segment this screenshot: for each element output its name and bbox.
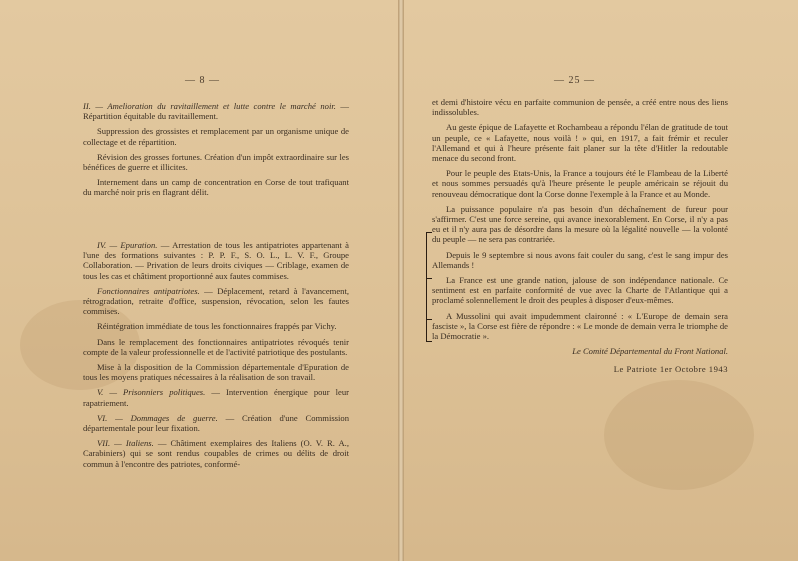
article-para-7: A Mussolini qui avait impudemment claironné : « L'Europe de demain sera fasciste », la Corse est fière de répondre : « Le monde de demain verra le triomphe de la Démocratie ».: [432, 310, 728, 342]
page-number-right: — 25 —: [554, 75, 595, 86]
left-page: [0, 0, 398, 561]
source-dateline: Le Patriote 1er Octobre 1943: [613, 364, 728, 375]
section-V-heading: V. — Prisonniers politiques.: [97, 387, 206, 398]
article-para-1: et demi d'histoire vécu en parfaite communion de pensée, a créé entre nous des liens indissolubles.: [432, 97, 728, 118]
section-II-heading: II. — Amelioration du ravitaillement et lutte contre le marché noir.: [83, 101, 336, 111]
section-V-text: — Intervention énergique pour leur rapatriement.: [83, 387, 349, 408]
section-II-para-2: Révision des grosses fortunes. Création d'un impôt extraordinaire sur les bénéfices de guerre et illicites.: [83, 151, 349, 173]
section-VII-heading: VII. — Italiens.: [97, 438, 154, 449]
section-VI-text: — Création d'une Commission départementale pour leur fixation.: [83, 412, 350, 434]
section-II-para-1: Suppression des grossistes et remplacement par un organisme unique de collectage et de répartition.: [83, 126, 349, 147]
section-epuration: [83, 240, 349, 474]
page-number-left: — 8 —: [185, 75, 220, 86]
section-IV-para-2: Dans le remplacement des fonctionnaires antipatriotes révoqués tenir compte de la valeur professionnelle et de l'activité patriotique des postulants.: [83, 336, 349, 357]
signature: Le Comité Départemental du Front National.: [572, 346, 728, 357]
article-para-4: La puissance populaire n'a pas besoin d'un déchaînement de fureur pour s'affirmer. C'est une force sereine, qui avance inexorablement. En Corse, il n'y a pas eu et il n'y aura pas de désordre dans la mesure où la légalité nouvelle — la volonté du peuple — ne sera pas contrariée.: [432, 203, 728, 245]
section-II-tail: — Répartition équitable du ravitaillement.: [83, 101, 349, 122]
right-page: [404, 0, 798, 561]
section-VII-text: — Châtiment exemplaires des Italiens (O. V. R. A., Carabiniers) qui se sont rendus coupables de crimes ou délits de droit commun à l'encontre des patriotes, conformé-: [83, 438, 349, 469]
fonctionnaires-heading: Fonctionnaires antipatriotes.: [97, 285, 200, 296]
section-IV-text: — Arrestation de tous les antipatriotes appartenant à l'une des formations suivantes : P. P. F., S. O. L., L. V. F., Groupe Collaboration. — Privation de leurs droits civiques — Criblage, examen de tous les cas et châtiment proportionné aux fautes commises.: [83, 240, 349, 281]
fonctionnaires-text: — Déplacement, retard à l'avancement, rétrogradation, retraite d'office, suspension, révocation, selon les fautes commises.: [83, 285, 349, 317]
article-para-2: Au geste épique de Lafayette et Rochambeau a répondu l'élan de gratitude de tout un peuple, ce « Lafayette, nous voilà ! » qui, en 1917, a fait frémir et reculer l'Allemand et qui à l'heure présente fait planer sur la tête d'Hitler la redoutable menace du second front.: [432, 122, 728, 164]
article-para-3: Pour le peuple des Etats-Unis, la France a toujours été le Flambeau de la Liberté et nous sommes persuadés qu'à l'heure présente le peuple américain se réjouit du renouveau démocratique dont la Corse donne l'exemple à la France et au Monde.: [432, 168, 728, 199]
section-VI-heading: VI. — Dommages de guerre.: [97, 412, 218, 423]
section-IV-para-1: Réintégration immédiate de tous les fonctionnaires frappés par Vichy.: [97, 321, 337, 332]
section-II-para-3: Internement dans un camp de concentration en Corse de tout trafiquant du marché noir pris en flagrant délit.: [83, 177, 349, 198]
section-IV-heading: IV. — Epuration.: [97, 240, 158, 250]
article-body: [432, 97, 728, 375]
section-IV-para-3: Mise à la disposition de la Commission départementale d'Epuration de tous les moyens pratiques nécessaires à la réalisation de son travail.: [83, 362, 349, 383]
paper-stain: [604, 380, 754, 490]
section-ravitaillement: [83, 101, 349, 203]
article-para-6: La France est une grande nation, jalouse de son indépendance nationale. Ce sentiment est en parfaite conformité de vue avec la Charte de l'Atlantique qui a proclamé solennellement le droit des peuples à disposer d'eux-mêmes.: [432, 275, 728, 306]
article-para-5: Depuis le 9 septembre si nous avons fait couler du sang, c'est le sang impur des Allemands !: [432, 249, 728, 270]
